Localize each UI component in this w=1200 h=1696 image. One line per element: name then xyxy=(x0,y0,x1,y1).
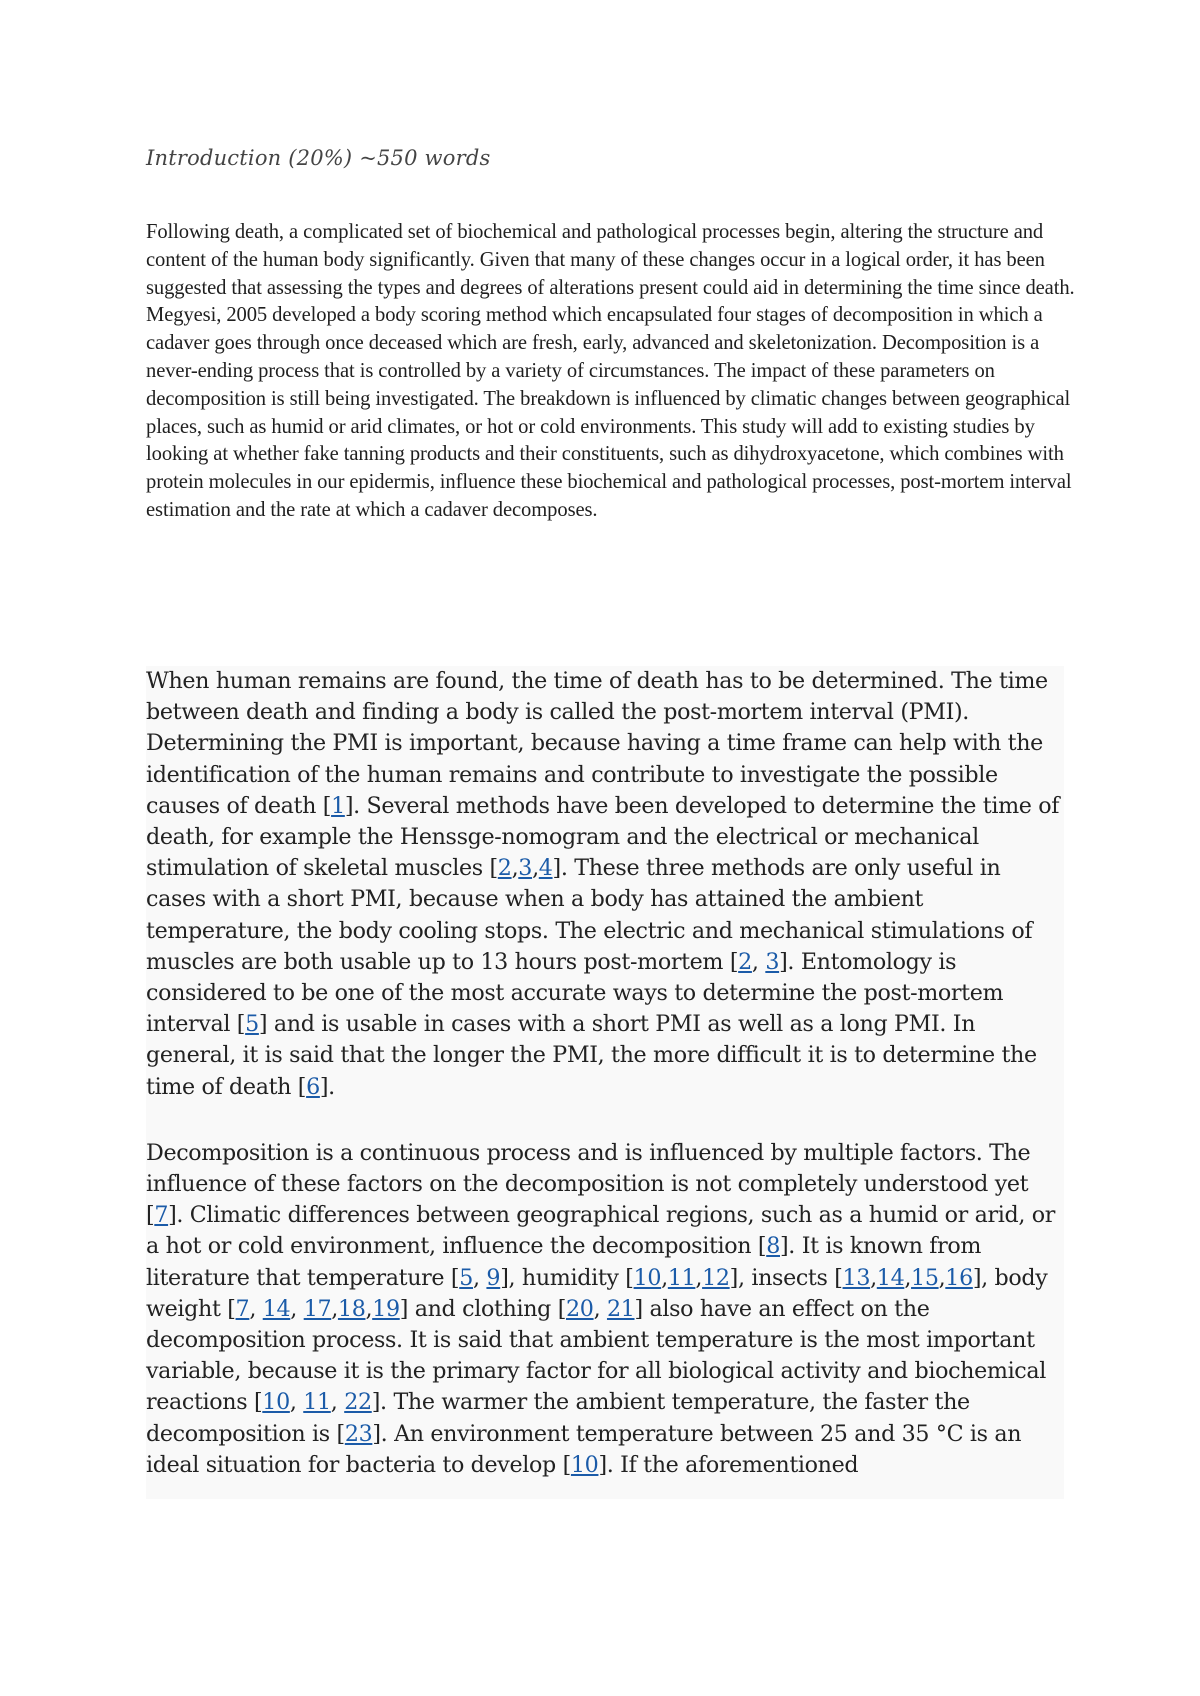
text-run: ]. Entomology is considered to be one of the most accurate ways to determine the post-mortem interval [ xyxy=(146,948,1004,1038)
citation-link-4[interactable]: 4 xyxy=(538,855,553,882)
citation-link-20[interactable]: 20 xyxy=(566,1295,594,1322)
citation-link-3[interactable]: 3 xyxy=(518,855,533,882)
text-run: , xyxy=(365,1295,373,1322)
citation-link-16[interactable]: 16 xyxy=(945,1264,973,1291)
text-run: , xyxy=(751,948,766,975)
citation-link-18[interactable]: 18 xyxy=(337,1295,366,1322)
text-run: , xyxy=(904,1264,912,1291)
text-run: ], body weight [ xyxy=(146,1264,1048,1322)
citation-link-7[interactable]: 7 xyxy=(235,1295,250,1322)
text-run: ] and clothing [ xyxy=(399,1295,567,1322)
text-run: ]. Climatic differences between geographical regions, such as a humid or arid, or a hot or cold environment, influence the decomposition [ xyxy=(146,1202,1056,1260)
citation-link-5[interactable]: 5 xyxy=(459,1264,474,1291)
citation-link-15[interactable]: 15 xyxy=(911,1264,939,1291)
text-run: , xyxy=(330,1389,345,1416)
text-run: ], humidity [ xyxy=(500,1264,634,1291)
text-run: ], insects [ xyxy=(729,1264,843,1291)
citation-link-9[interactable]: 9 xyxy=(486,1264,501,1291)
citation-link-11[interactable]: 11 xyxy=(303,1389,331,1416)
text-run: , xyxy=(473,1264,487,1291)
section-heading: Introduction (20%) ~550 words xyxy=(146,146,491,170)
text-run: , xyxy=(511,855,519,882)
citation-link-10[interactable]: 10 xyxy=(262,1389,290,1416)
citation-link-13[interactable]: 13 xyxy=(842,1264,871,1291)
text-run: ] and is usable in cases with a short PMI as well as a long PMI. In general, it is said that the longer the PMI, the more difficult it is to determine the time of death [ xyxy=(146,1011,1037,1100)
citation-link-22[interactable]: 22 xyxy=(344,1389,372,1416)
text-run: ]. xyxy=(319,1073,335,1100)
text-run: ]. These three methods are only useful in cases with a short PMI, because when a body has attained the ambient temperature, the body cooling stops. The electric and mechanical stimulations of muscles are both usable up to 13 hours post-mortem [ xyxy=(146,855,1033,975)
citation-link-19[interactable]: 19 xyxy=(372,1295,400,1322)
text-run: , xyxy=(331,1295,338,1322)
text-run: , xyxy=(532,855,539,882)
text-run: ] also have an effect on the decomposition process. It is said that ambient temperature is the most important variable, because it is the primary factor for all biological activity and biochemical reactions [ xyxy=(146,1295,1047,1416)
intro-paragraph: Following death, a complicated set of biochemical and pathological processes begin, altering the structure and content of the human body significantly. Given that many of these changes occur in a logical order, it has been suggested that assessing the types and degrees of alterations present could aid in determining the time since death. Megyesi, 2005 developed a body scoring method which encapsulated four stages of decomposition in which a cadaver goes through once deceased which are fresh, early, advanced and skeletonization. Decomposition is a never-ending process that is controlled by a variety of circumstances. The impact of these parameters on decomposition is still being investigated. The breakdown is influenced by climatic changes between geographical places, such as humid or arid climates, or hot or cold environments. This study will add to existing studies by looking at whether fake tanning products and their constituents, such as dihydroxyacetone, which combines with protein molecules in our epidermis, influence these biochemical and pathological processes, post-mortem interval estimation and the rate at which a cadaver decomposes. xyxy=(146,221,1075,521)
text-run: ]. The warmer the ambient temperature, the faster the decomposition is [ xyxy=(146,1389,970,1447)
citation-link-21[interactable]: 21 xyxy=(606,1295,635,1322)
text-run: , xyxy=(938,1264,946,1291)
text-run: , xyxy=(695,1264,703,1291)
citation-link-23[interactable]: 23 xyxy=(344,1420,373,1447)
citation-link-14[interactable]: 14 xyxy=(876,1264,905,1291)
citation-link-3[interactable]: 3 xyxy=(765,948,780,975)
text-run: ]. An environment temperature between 25 and 35 °C is an ideal situation for bacteria to develop [ xyxy=(146,1420,1022,1478)
citation-link-8[interactable]: 8 xyxy=(766,1233,780,1260)
text-run: Decomposition is a continuous process and is influenced by multiple factors. The influence of these factors on the decomposition is not completely understood yet [ xyxy=(146,1139,1031,1229)
text-run: ]. It is known from literature that temperature [ xyxy=(146,1233,982,1291)
text-run: , xyxy=(661,1264,668,1291)
pasted-text-block xyxy=(146,666,1064,1499)
citation-link-2[interactable]: 2 xyxy=(738,948,752,975)
citation-link-6[interactable]: 6 xyxy=(306,1073,320,1100)
citation-link-2[interactable]: 2 xyxy=(497,855,512,882)
citation-link-1[interactable]: 1 xyxy=(331,792,345,819)
citation-link-7[interactable]: 7 xyxy=(154,1202,169,1229)
body-paragraph-1 xyxy=(146,666,1064,1103)
text-run: , xyxy=(249,1295,263,1322)
text-run: ]. If the aforementioned xyxy=(598,1451,859,1478)
citation-link-10[interactable]: 10 xyxy=(570,1451,599,1478)
text-run: , xyxy=(870,1264,877,1291)
citation-link-11[interactable]: 11 xyxy=(667,1264,696,1291)
citation-link-5[interactable]: 5 xyxy=(245,1011,259,1038)
citation-link-12[interactable]: 12 xyxy=(702,1264,730,1291)
text-run: , xyxy=(593,1295,607,1322)
citation-link-17[interactable]: 17 xyxy=(303,1295,332,1322)
text-run: ]. Several methods have been developed to determine the time of death, for example the Henssge-nomogram and the electrical or mechanical stimulation of skeletal muscles [ xyxy=(146,792,1060,882)
body-paragraph-2 xyxy=(146,1138,1064,1481)
text-run: , xyxy=(290,1295,304,1322)
text-run: , xyxy=(289,1389,304,1416)
citation-link-10[interactable]: 10 xyxy=(633,1264,662,1291)
text-run: When human remains are found, the time of death has to be determined. The time between death and finding a body is called the post-mortem interval (PMI). Determining the PMI is important, because having a time frame can help with the identification of the human remains and contribute to investigate the possible causes of death [ xyxy=(146,668,1048,819)
citation-link-14[interactable]: 14 xyxy=(262,1295,291,1322)
